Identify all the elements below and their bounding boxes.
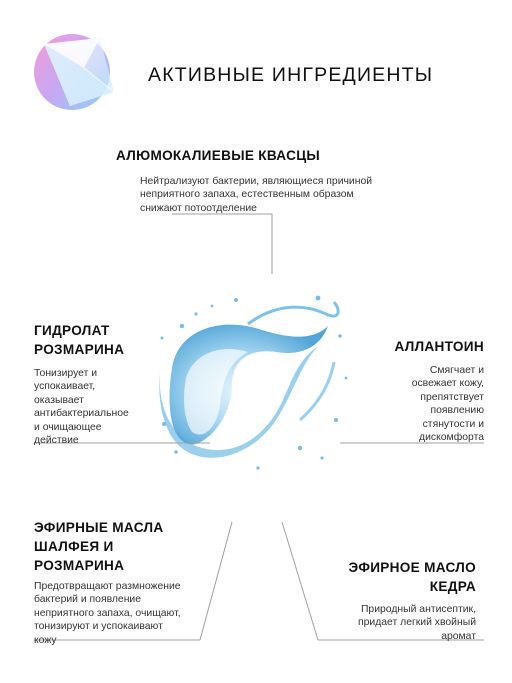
ingredient-desc: Природный антисептик, придает легкий хвойный аромат	[358, 604, 476, 642]
ingredient-allantoin	[334, 337, 484, 444]
ingredient-alum	[116, 146, 416, 215]
ingredient-desc: Смягчает и освежает кожу, препятствует появлению стянутости и дискомфорта	[411, 365, 484, 444]
ingredient-desc: Тонизирует и успокаивает, оказывает антибактериальное и очищающее действие	[34, 368, 129, 447]
ingredient-sage-rosemary-oils	[34, 518, 214, 647]
ingredient-rosemary-hydrolat	[34, 321, 184, 447]
crystal-logo-icon	[34, 34, 114, 110]
ingredient-name: АЛЛАНТОИН	[394, 339, 484, 354]
ingredient-desc: Предотвращают размножение бактерий и появление неприятного запаха, очищают, тонизируют и успокаивают кожу	[34, 581, 181, 646]
page-title: АКТИВНЫЕ ИНГРЕДИЕНТЫ	[148, 64, 434, 86]
ingredient-name: ЭФИРНОЕ МАСЛО КЕДРА	[348, 560, 476, 594]
ingredient-name: ЭФИРНЫЕ МАСЛА ШАЛФЕЯ И РОЗМАРИНА	[34, 520, 164, 573]
ingredient-name: АЛЮМОКАЛИЕВЫЕ КВАСЦЫ	[116, 148, 321, 163]
ingredient-name: ГИДРОЛАТ РОЗМАРИНА	[34, 323, 125, 357]
ingredient-cedar-oil	[314, 558, 476, 643]
ingredient-desc: Нейтрализуют бактерии, являющиеся причиной неприятного запаха, естественным образом снижают потоотделение	[140, 176, 373, 214]
